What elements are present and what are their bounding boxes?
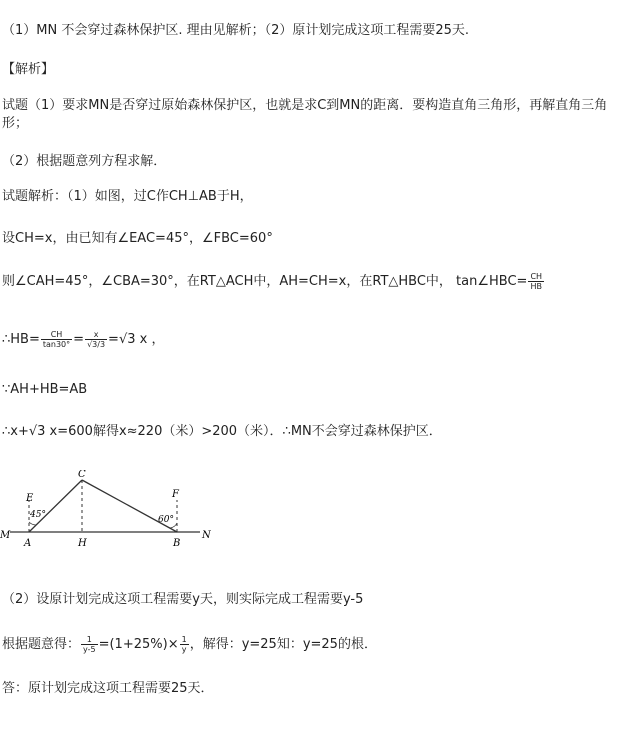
part2-equation: [2, 635, 377, 654]
fraction-numerator: 1: [81, 635, 98, 645]
label-a: A: [24, 538, 32, 549]
part2-equation-start: 根据题意得：: [2, 637, 81, 652]
hb-formula: [2, 330, 164, 349]
fraction-numerator: 1: [181, 635, 187, 644]
label-h: H: [78, 538, 87, 549]
analysis-part2: （2）根据题意列方程求解．: [2, 154, 167, 169]
part2-setup: （2）设原计划完成这项工程需要y天，则实际完成工程需要y-5: [2, 592, 364, 607]
label-angle-a: 45°: [30, 510, 46, 520]
fraction-ch-hb: [528, 272, 544, 291]
fraction-denominator: √3/3: [87, 340, 106, 349]
solution-intro: 试题解析：（1）如图，过C作CH⊥AB于H，: [2, 189, 253, 204]
angle-arc-a: [29, 522, 36, 525]
fraction-1-y: [180, 635, 189, 654]
fraction-numerator: x: [85, 330, 107, 340]
label-b: B: [173, 538, 181, 549]
analysis-part1: 试题（1）要求MN是否穿过原始森林保护区，也就是求C到MN的距离．要构造直角三角形，再解直角三角形；: [2, 98, 608, 131]
fraction-numerator: CH: [41, 330, 72, 340]
geometry-figure: [0, 470, 230, 560]
hb-equals: =: [73, 332, 85, 347]
final-answer: 答：原计划完成这项工程需要25天．: [2, 681, 214, 696]
line-ac: [29, 480, 82, 532]
part2-equation-end: ，解得：y=25知：y=25的根．: [189, 637, 377, 652]
fraction-1-y5: [81, 635, 98, 654]
fraction-x-root3: [85, 330, 107, 349]
given-angles: 设CH=x，由已知有∠EAC=45°，∠FBC=60°: [2, 231, 273, 246]
fraction-ch-tan30: [41, 330, 72, 349]
fraction-numerator: CH: [530, 272, 543, 281]
angle-derivation-text: 则∠CAH=45°，∠CBA=30°，在RT△ACH中，AH=CH=x，在RT△HBC中， tan∠HBC=: [2, 274, 528, 289]
fraction-denominator: y: [181, 645, 187, 654]
label-m: M: [0, 530, 11, 541]
answer-summary: （1）MN 不会穿过森林保护区. 理由见解析；（2）原计划完成这项工程需要25天.: [2, 23, 470, 38]
fraction-denominator: HB: [530, 282, 543, 291]
part2-equation-mid: =(1+25%)×: [98, 637, 179, 652]
label-e: E: [26, 493, 34, 504]
solve-result: ∴x+√3 x=600解得x≈220（米）>200（米）．∴MN不会穿过森林保护区．: [2, 424, 442, 439]
fraction-denominator: y-5: [83, 645, 96, 654]
sum-equation: ∵AH+HB=AB: [2, 382, 88, 397]
hb-formula-end: =√3 x ，: [108, 332, 165, 347]
angle-derivation: [2, 272, 545, 291]
label-c: C: [78, 470, 86, 480]
hb-formula-start: ∴HB=: [2, 332, 40, 347]
fraction-denominator: tan30°: [42, 340, 71, 349]
label-f: F: [172, 489, 179, 500]
label-angle-b: 60°: [158, 515, 174, 525]
analysis-heading: 【解析】: [2, 62, 55, 77]
label-n: N: [202, 530, 211, 541]
